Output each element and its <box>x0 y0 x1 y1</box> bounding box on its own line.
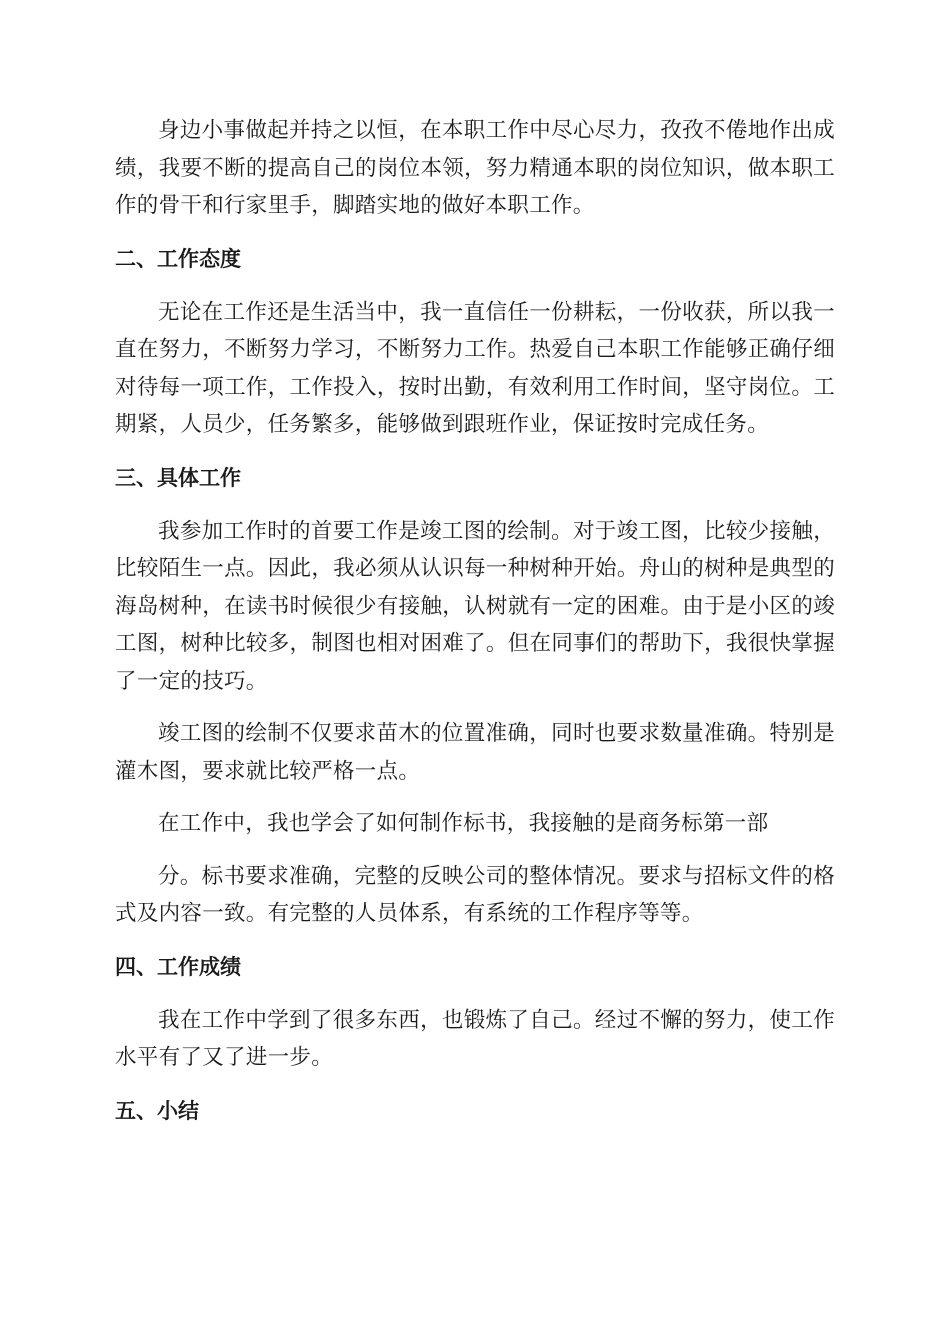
paragraph-specific-work-1: 我参加工作时的首要工作是竣工图的绘制。对于竣工图，比较少接触，比较陌生一点。因此，我必须从认识每一种树种开始。舟山的树种是典型的海岛树种，在读书时候很少有接触，认树就有一定的困难。由于是小区的竣工图，树种比较多，制图也相对困难了。但在同事们的帮助下，我很快掌握了一定的技巧。 <box>115 518 835 694</box>
section-heading-specific-work: 三、具体工作 <box>115 465 241 490</box>
paragraph-specific-work-4: 分。标书要求准确，完整的反映公司的整体情况。要求与招标文件的格式及内容一致。有完整的人员体系，有系统的工作程序等等。 <box>115 863 835 926</box>
paragraph-specific-work-3: 在工作中，我也学会了如何制作标书，我接触的是商务标第一部 <box>158 811 769 836</box>
paragraph-work-attitude: 无论在工作还是生活当中，我一直信任一份耕耘，一份收获，所以我一直在努力，不断努力学习，不断努力工作。热爱自己本职工作能够正确仔细对待每一项工作，工作投入，按时出勤，有效利用工作时间，坚守岗位。工期紧，人员少，任务繁多，能够做到跟班作业，保证按时完成任务。 <box>115 299 835 437</box>
document-page <box>115 112 835 1146</box>
section-heading-work-attitude: 二、工作态度 <box>115 246 241 271</box>
paragraph-specific-work-2: 竣工图的绘制不仅要求苗木的位置准确，同时也要求数量准确。特别是灌木图，要求就比较严格一点。 <box>115 721 835 784</box>
section-heading-summary: 五、小结 <box>115 1098 199 1123</box>
section-heading-achievements: 四、工作成绩 <box>115 954 241 979</box>
paragraph-intro: 身边小事做起并持之以恒，在本职工作中尽心尽力，孜孜不倦地作出成绩，我要不断的提高自己的岗位本领，努力精通本职的岗位知识，做本职工作的骨干和行家里手，脚踏实地的做好本职工作。 <box>115 118 835 218</box>
paragraph-achievements: 我在工作中学到了很多东西，也锻炼了自己。经过不懈的努力，使工作水平有了又了进一步。 <box>115 1007 835 1070</box>
